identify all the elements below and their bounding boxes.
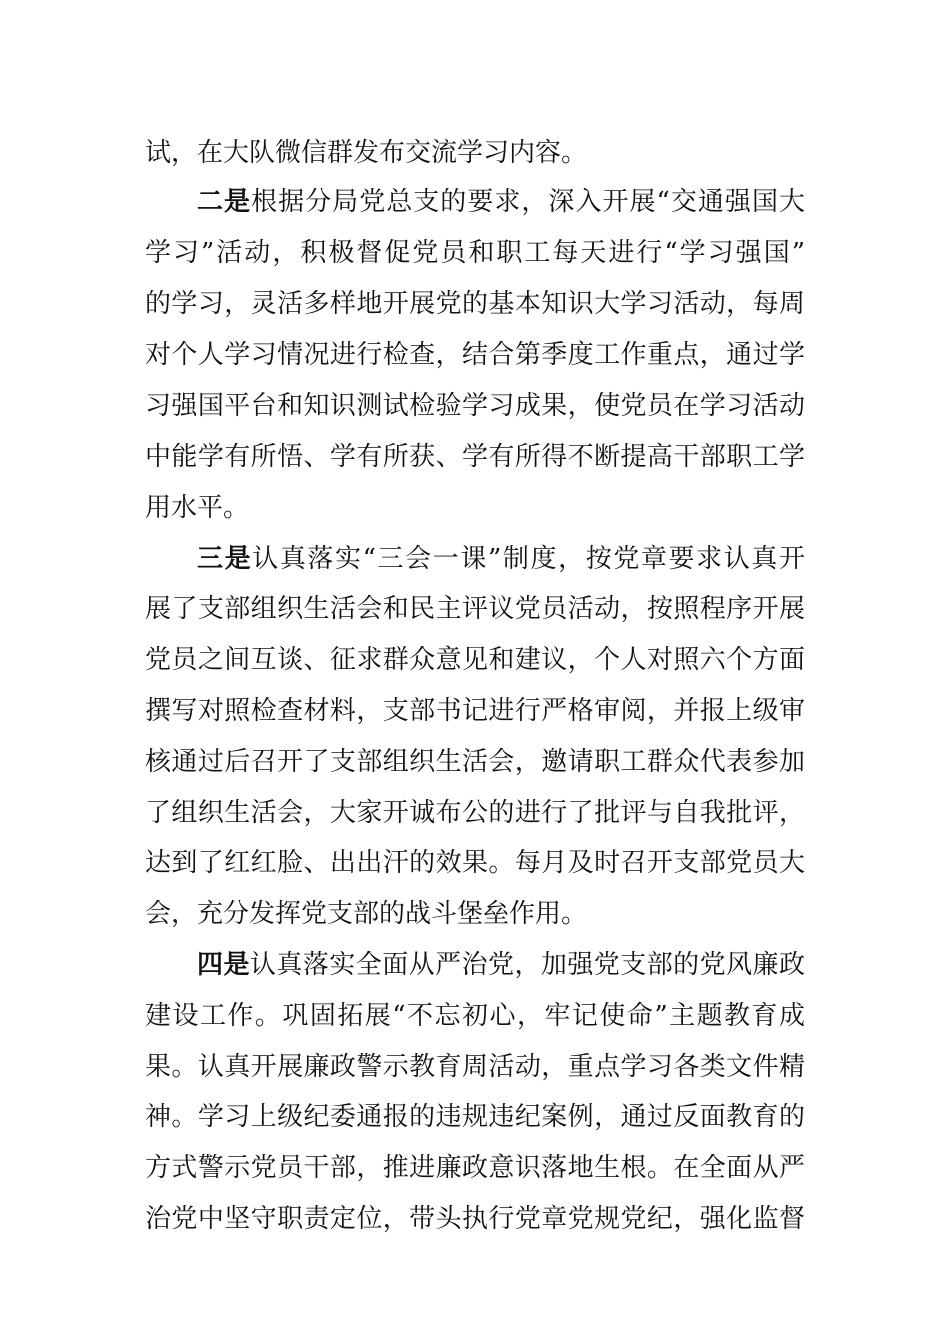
paragraph-3-line-4: 撰写对照检查材料，支部书记进行严格审阅，并报上级审 <box>145 696 805 726</box>
paragraph-3-line-2: 展了支部组织生活会和民主评议党员活动，按照程序开展 <box>145 594 805 624</box>
paragraph-4-line-1-text: 认真落实全面从严治党，加强党支部的党风廉政 <box>249 950 805 980</box>
paragraph-3-line-7: 达到了红红脸、出出汗的效果。每月及时召开支部党员大 <box>145 848 805 878</box>
paragraph-3-lead: 三是 <box>197 544 253 574</box>
paragraph-4-line-1 <box>197 948 805 982</box>
paragraph-1-line-1: 试，在大队微信群发布交流学习内容。 <box>145 138 588 168</box>
paragraph-4-line-3: 果。认真开展廉政警示教育周活动，重点学习各类文件精 <box>145 1052 805 1082</box>
paragraph-3-line-1-text: 认真落实“三会一课”制度，按党章要求认真开 <box>252 544 805 574</box>
paragraph-3-line-1 <box>197 542 805 576</box>
paragraph-3-line-5: 核通过后召开了支部组织生活会，邀请职工群众代表参加 <box>145 747 805 777</box>
paragraph-3-line-6: 了组织生活会，大家开诚布公的进行了批评与自我批评， <box>145 798 805 828</box>
paragraph-4-line-4: 神。学习上级纪委通报的违规违纪案例，通过反面教育的 <box>145 1102 805 1132</box>
paragraph-3-line-8: 会，充分发挥党支部的战斗堡垒作用。 <box>145 899 588 929</box>
paragraph-2-line-1-text: 根据分局党总支的要求，深入开展“交通强国大 <box>251 187 805 217</box>
paragraph-2-line-4: 对个人学习情况进行检查，结合第季度工作重点，通过学 <box>145 340 805 370</box>
paragraph-4-line-5: 方式警示党员干部，推进廉政意识落地生根。在全面从严 <box>145 1153 805 1183</box>
paragraph-2-line-1 <box>197 185 805 219</box>
paragraph-2-line-2: 学习”活动，积极督促党员和职工每天进行“学习强国” <box>145 238 805 268</box>
paragraph-2-line-7: 用水平。 <box>145 493 250 523</box>
paragraph-2-line-6: 中能学有所悟、学有所获、学有所得不断提高干部职工学 <box>145 442 805 472</box>
paragraph-4-lead: 四是 <box>197 950 250 980</box>
paragraph-2-lead: 二是 <box>197 187 252 217</box>
paragraph-3-line-3: 党员之间互谈、征求群众意见和建议，个人对照六个方面 <box>145 645 805 675</box>
paragraph-4-line-2: 建设工作。巩固拓展“不忘初心，牢记使命”主题教育成 <box>145 1001 805 1031</box>
paragraph-2-line-3: 的学习，灵活多样地开展党的基本知识大学习活动，每周 <box>145 289 805 319</box>
paragraph-2-line-5: 习强国平台和知识测试检验学习成果，使党员在学习活动 <box>145 391 805 421</box>
paragraph-4-line-6: 治党中坚守职责定位，带头执行党章党规党纪，强化监督 <box>145 1204 805 1234</box>
